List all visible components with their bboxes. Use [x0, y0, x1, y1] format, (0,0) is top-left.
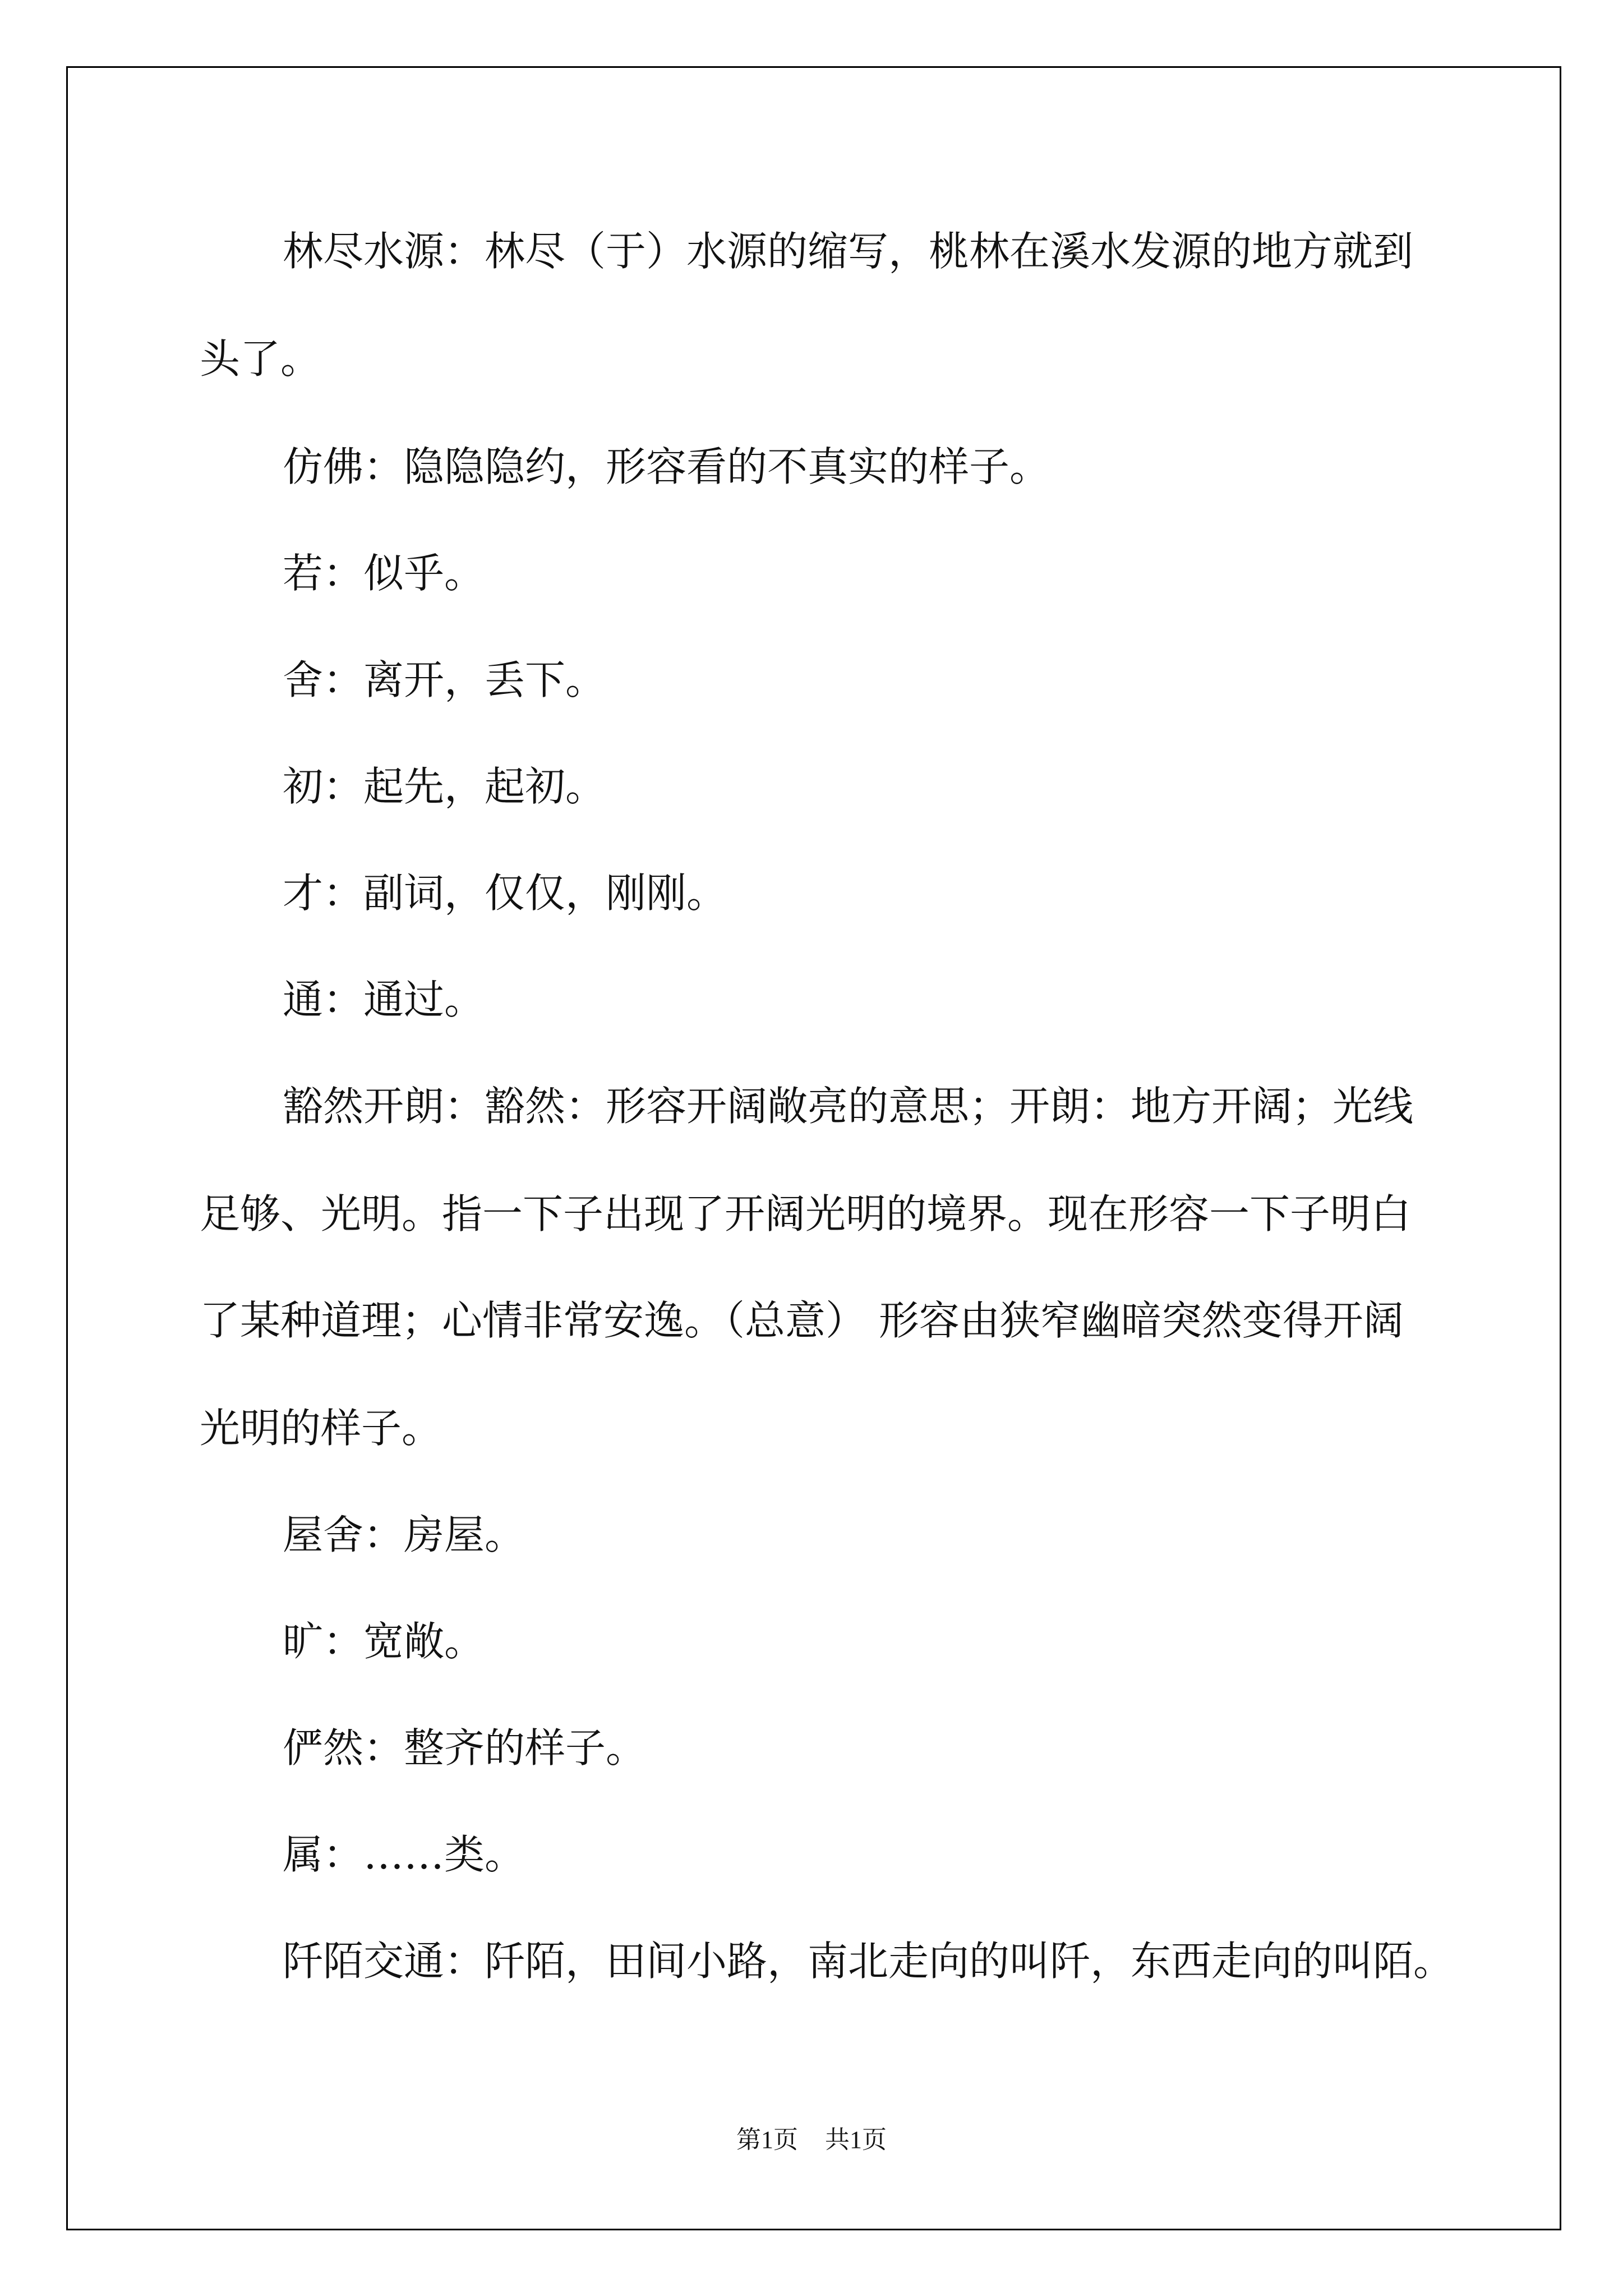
paragraph-line: 属：……类。: [283, 1831, 525, 1878]
paragraph-line: 俨然：整齐的样子。: [283, 1724, 647, 1772]
paragraph-line: 仿佛：隐隐隐约，形容看的不真实的样子。: [283, 443, 1050, 490]
paragraph-line: 林尽水源：林尽（于）水源的缩写，桃林在溪水发源的地方就到: [283, 228, 1414, 275]
paragraph-line: 豁然开朗：豁然：形容开阔敞亮的意思；开朗：地方开阔；光线: [283, 1083, 1414, 1130]
paragraph-line: 足够、光明。指一下子出现了开阔光明的境界。现在形容一下子明白: [200, 1190, 1412, 1237]
paragraph-line: 若：似乎。: [283, 550, 485, 597]
page-total: 共1页: [825, 2126, 887, 2154]
paragraph-line: 光明的样子。: [200, 1405, 442, 1452]
paragraph-line: 旷：宽敞。: [283, 1618, 485, 1665]
paragraph-line: 才：副词，仅仅，刚刚。: [283, 869, 727, 917]
page-number: 第1页: [736, 2126, 798, 2154]
paragraph-line: 屋舍：房屋。: [283, 1511, 525, 1558]
paragraph-line: 阡陌交通：阡陌，田间小路，南北走向的叫阡，东西走向的叫陌。: [283, 1938, 1454, 1985]
paragraph-line: 通：通过。: [283, 976, 485, 1023]
page-footer: [0, 2128, 1623, 2152]
paragraph-line: 了某种道理；心情非常安逸。（总意） 形容由狭窄幽暗突然变得开阔: [200, 1297, 1404, 1344]
paragraph-line: 舍：离开，丢下。: [283, 656, 606, 703]
paragraph-line: 头了。: [200, 335, 321, 383]
paragraph-line: 初：起先，起初。: [283, 763, 606, 810]
page-border: [66, 66, 1561, 2230]
